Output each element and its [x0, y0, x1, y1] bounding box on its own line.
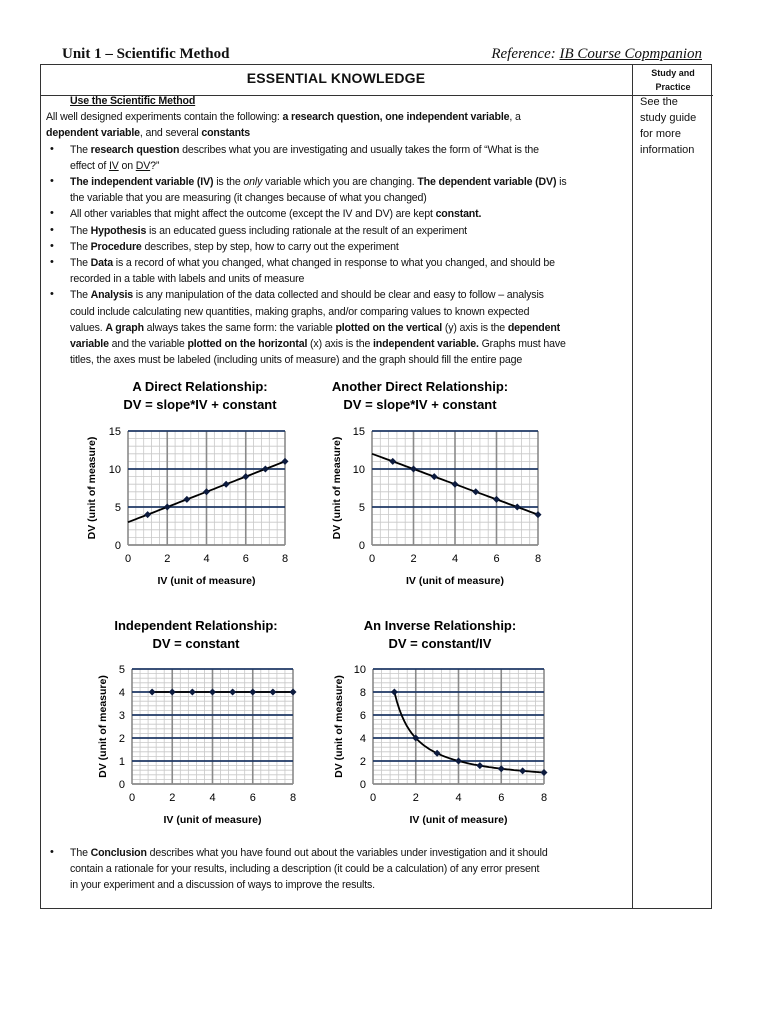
data-point: [389, 458, 396, 465]
bold-term: research question: [90, 143, 180, 156]
chart-title: An Inverse Relationship:: [363, 618, 517, 633]
data-point: [434, 750, 441, 757]
data-point: [514, 504, 521, 511]
y-tick-label: 6: [359, 710, 366, 722]
data-point: [209, 689, 216, 696]
chart-title: Another Direct Relationship:: [331, 379, 509, 394]
text-segment: contain a rationale for your results, including a description (it could be a calculation) of any error present: [70, 863, 540, 876]
data-point: [431, 473, 438, 480]
x-tick-label: 0: [124, 553, 132, 565]
text-segment: is a record of what you changed, what changed in response to what you changed, and should be: [112, 257, 555, 269]
text-segment: The: [70, 143, 91, 156]
y-tick-label: 10: [108, 464, 121, 476]
bold-term: dependent variable: [46, 127, 140, 140]
reference-label: Reference:: [491, 46, 560, 62]
bullet-icon: •: [50, 239, 54, 252]
data-point: [223, 481, 230, 488]
y-tick-label: 2: [359, 756, 366, 768]
bullet-icon: •: [50, 256, 54, 268]
y-tick-label: 4: [118, 687, 125, 699]
x-tick-label: 4: [451, 553, 459, 565]
text-segment: always takes the same form: the variable: [143, 321, 336, 334]
y-tick-label: 5: [358, 502, 365, 514]
bold-term: Procedure: [90, 240, 142, 253]
data-point: [410, 466, 417, 473]
x-tick-label: 8: [289, 792, 297, 804]
bold-term: plotted on the vertical: [335, 321, 443, 334]
bold-term: a research question, one independent variable: [282, 111, 510, 124]
chart-4: [333, 618, 548, 826]
text-segment: (y) axis is the: [442, 321, 508, 334]
chart-2: [331, 379, 542, 587]
bold-term: Analysis: [90, 289, 133, 302]
bold-term: dependent: [507, 321, 561, 334]
x-tick-label: 2: [169, 792, 176, 804]
chart-1: [86, 379, 289, 587]
y-tick-label: 3: [118, 710, 125, 722]
data-point: [203, 488, 210, 495]
text-segment: the variable that you are measuring (it changes because of what you changed): [70, 192, 427, 205]
text-segment: only: [243, 176, 263, 188]
y-tick-label: 4: [359, 733, 366, 745]
bold-term: Data: [90, 257, 113, 269]
data-point: [183, 496, 190, 503]
text-segment: could include calculating new quantities, making graphs, and/or comparing values to known expected: [70, 305, 530, 318]
data-point: [452, 481, 459, 488]
side-line: See the: [640, 96, 678, 108]
side-line: for more: [640, 128, 681, 140]
y-tick-label: 0: [114, 540, 121, 552]
side-line: study guide: [640, 112, 697, 124]
x-tick-label: 2: [410, 553, 417, 565]
text-segment: DV: [135, 159, 151, 172]
data-point: [249, 689, 256, 696]
y-tick-label: 0: [358, 540, 365, 552]
y-tick-label: 10: [353, 664, 366, 676]
side-heading-line: Study and: [651, 68, 695, 78]
bullet-icon: •: [50, 175, 54, 187]
y-tick-label: 5: [114, 502, 121, 514]
text-segment: recorded in a table with labels and units of measure: [70, 273, 305, 286]
x-tick-label: 2: [412, 792, 419, 804]
text-segment: describes what you are investigating and usually takes the form of “What is the: [179, 143, 539, 156]
bold-term: independent variable.: [373, 338, 479, 350]
text-segment: The: [70, 257, 91, 269]
x-tick-label: 6: [493, 553, 500, 565]
x-tick-label: 8: [540, 792, 548, 804]
text-segment: describes what you have found out about the variables under investigation and it should: [146, 847, 548, 859]
data-point: [229, 689, 236, 696]
data-point: [282, 458, 289, 465]
data-point: [262, 466, 269, 473]
side-line: information: [640, 144, 695, 156]
text-segment: on: [118, 159, 136, 172]
data-point: [164, 504, 171, 511]
x-tick-label: 8: [534, 553, 542, 565]
data-point: [498, 765, 505, 772]
bold-term: Use the Scientific Method: [70, 95, 196, 107]
x-tick-label: 6: [498, 792, 505, 804]
text-segment: The: [70, 847, 91, 859]
unit-title: Unit 1 – Scientific Method: [62, 46, 230, 62]
bold-term: variable: [70, 338, 109, 350]
x-tick-label: 8: [281, 553, 289, 565]
text-segment: effect of: [70, 159, 109, 172]
bullet-icon: •: [50, 846, 54, 858]
x-axis-label: IV (unit of measure): [409, 814, 508, 826]
x-tick-label: 2: [164, 553, 171, 565]
text-segment: ?”: [150, 159, 160, 172]
y-axis-label: DV (unit of measure): [331, 436, 343, 540]
y-tick-label: 0: [359, 779, 366, 791]
text-segment: in your experiment and a discussion of ways to improve the results.: [70, 879, 375, 892]
x-tick-label: 0: [369, 792, 377, 804]
chart-3: [97, 618, 297, 826]
text-segment: Graphs must have: [478, 338, 566, 350]
text-segment: is any manipulation of the data collected and should be clear and easy to follow – analysis: [133, 289, 544, 302]
text-segment: variable which you are changing.: [262, 176, 418, 188]
text-segment: All other variables that might affect the outcome (except the IV and DV) are kept: [70, 208, 436, 221]
bullet-icon: •: [50, 288, 54, 301]
bullet-icon: •: [50, 207, 54, 220]
x-tick-label: 4: [209, 792, 216, 804]
data-point: [144, 511, 151, 518]
text-segment: , a: [509, 111, 521, 124]
x-tick-label: 4: [203, 553, 210, 565]
y-tick-label: 5: [118, 664, 125, 676]
text-segment: IV: [108, 159, 119, 172]
data-point: [493, 496, 500, 503]
y-axis-label: DV (unit of measure): [97, 675, 109, 778]
text-segment: The: [70, 224, 91, 237]
chart-subtitle: DV = constant/IV: [388, 636, 492, 651]
data-point: [535, 511, 542, 518]
text-segment: , and several: [139, 127, 202, 140]
x-tick-label: 4: [455, 792, 462, 804]
y-tick-label: 1: [118, 756, 125, 768]
x-tick-label: 6: [249, 792, 256, 804]
y-tick-label: 2: [118, 733, 125, 745]
x-tick-label: 0: [368, 553, 376, 565]
y-tick-label: 0: [118, 779, 125, 791]
data-point: [519, 767, 526, 774]
chart-subtitle: DV = slope*IV + constant: [343, 397, 497, 412]
x-tick-label: 6: [242, 553, 249, 565]
text-segment: is: [556, 176, 567, 188]
data-point: [290, 689, 297, 696]
chart-title: Independent Relationship:: [114, 618, 278, 633]
text-segment: (x) axis is the: [307, 338, 374, 350]
bold-term: Conclusion: [90, 847, 147, 859]
y-axis-label: DV (unit of measure): [86, 436, 98, 540]
x-axis-label: IV (unit of measure): [405, 575, 505, 587]
reference-source: IB Course Copmpanion: [559, 46, 702, 62]
text-segment: describes, step by step, how to carry out the experiment: [141, 240, 399, 253]
main-heading: ESSENTIAL KNOWLEDGE: [246, 70, 426, 86]
text-segment: is an educated guess including rationale at the result of an experiment: [146, 224, 467, 237]
bold-term: constants: [201, 127, 251, 140]
bold-term: constant.: [435, 208, 482, 221]
data-point: [472, 488, 479, 495]
bold-term: plotted on the horizontal: [187, 338, 308, 350]
data-point: [269, 689, 276, 696]
bold-term: Hypothesis: [90, 224, 147, 237]
chart-title: A Direct Relationship:: [132, 379, 268, 394]
text-segment: The: [70, 240, 91, 253]
data-point: [455, 758, 462, 765]
bold-term: A graph: [105, 321, 144, 334]
chart-subtitle: DV = slope*IV + constant: [123, 397, 277, 412]
y-tick-label: 10: [352, 464, 365, 476]
bullet-icon: •: [50, 142, 54, 155]
x-axis-label: IV (unit of measure): [157, 575, 256, 587]
text-segment: and the variable: [108, 338, 188, 350]
text-segment: titles, the axes must be labeled (including units of measure) and the graph should fill the entire page: [70, 354, 523, 367]
data-point: [169, 689, 176, 696]
text-segment: The: [70, 289, 91, 302]
x-axis-label: IV (unit of measure): [163, 814, 262, 826]
data-point: [189, 689, 196, 696]
chart-subtitle: DV = constant: [152, 636, 240, 651]
data-point: [149, 689, 156, 696]
data-point: [476, 762, 483, 769]
y-tick-label: 8: [359, 687, 366, 699]
x-tick-label: 0: [128, 792, 136, 804]
bold-term: The dependent variable (DV): [417, 176, 557, 188]
y-axis-label: DV (unit of measure): [333, 675, 345, 778]
y-tick-label: 15: [352, 426, 365, 438]
bold-term: The independent variable (IV): [70, 176, 214, 188]
bullet-icon: •: [50, 223, 54, 236]
data-point: [391, 689, 398, 696]
text-segment: All well designed experiments contain the following:: [46, 111, 283, 124]
text-segment: values.: [70, 321, 106, 334]
data-point: [242, 473, 249, 480]
text-segment: is the: [213, 176, 244, 188]
y-tick-label: 15: [108, 426, 121, 438]
side-heading-line: Practice: [655, 82, 691, 92]
